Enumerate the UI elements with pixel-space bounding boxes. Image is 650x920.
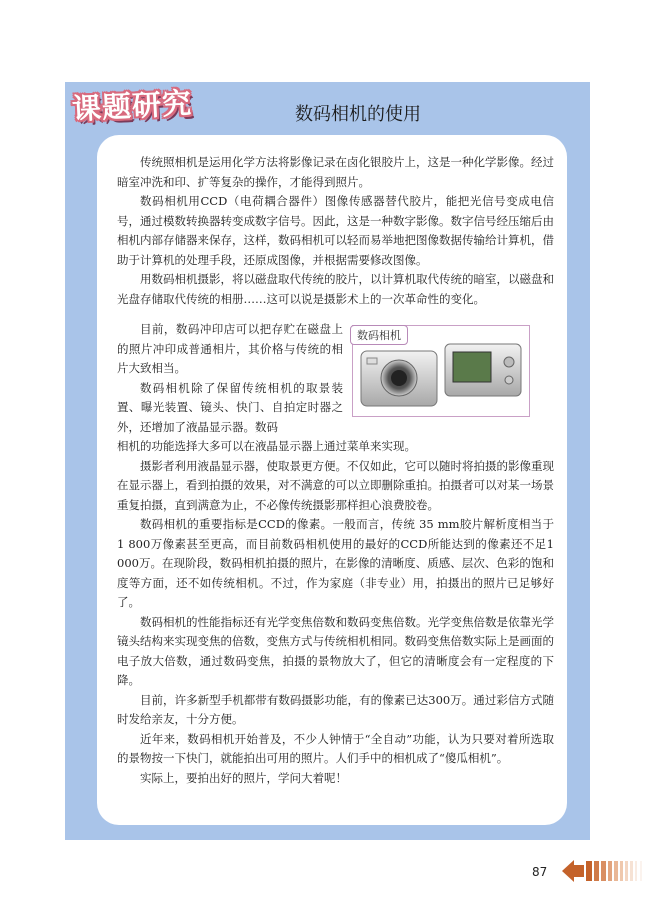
paragraph: 用数码相机摄影，将以磁盘取代传统的胶片，以计算机取代传统的暗室，以磁盘和光盘存储取代传统的相册……这可以说是摄影术上的一次革命性的变化。 xyxy=(117,272,554,306)
section-badge: 课题研究 xyxy=(71,85,193,127)
paragraph: 目前，数码冲印店可以把存贮在磁盘上的照片冲印成普通相片，其价格与传统的相片大致相当。 xyxy=(117,322,343,375)
paragraph: 传统照相机是运用化学方法将影像记录在卤化银胶片上，这是一种化学影像。经过暗室冲洗和印、扩等复杂的操作，才能得到照片。 xyxy=(117,155,554,189)
page-arrow-icon xyxy=(562,858,650,884)
paragraph: 数码相机用CCD（电荷耦合器件）图像传感器替代胶片，能把光信号变成电信号，通过模数转换器转变成数字信号。因此，这是一种数字影像。数字信号经压缩后由相机内部存储器来保存，这样，数码相机可以轻而易举地把图像数据传输给计算机，借助于计算机的处理手段，还原成图像，并根据需要修改图像。 xyxy=(117,194,554,267)
paragraph: 近年来，数码相机开始普及，不少人钟情于“全自动”功能，认为只要对着所选取的景物按一下快门，就能拍出可用的照片。人们手中的相机成了“傻瓜相机”。 xyxy=(117,731,554,765)
figure-label: 数码相机 xyxy=(350,325,408,345)
paragraph: 数码相机的性能指标还有光学变焦倍数和数码变焦倍数。光学变焦倍数是依靠光学镜头结构来实现变焦的倍数，变焦方式与传统相机相同。数码变焦倍数实际上是画面的电子放大倍数，通过数码变焦，拍摄的景物放大了，但它的清晰度会有一定程度的下降。 xyxy=(117,614,554,687)
paragraph: 摄影者利用液晶显示器，使取景更方便。不仅如此，它可以随时将拍摄的影像重现在显示器上，看到拍摄的效果，对不满意的可以立即删除重拍。拍摄者可以对某一场景重复拍摄，直到满意为止，不必像传统摄影那样担心浪费胶卷。 xyxy=(117,458,554,512)
paragraph-continued: 相机的功能选择大多可以在液晶显示器上通过菜单来实现。 xyxy=(117,439,416,453)
paragraph: 数码相机的重要指标是CCD的像素。一般而言，传统 35 mm胶片解析度相当于 1 800万像素甚至更高，而目前数码相机使用的最好的CCD所能达到的像素还不足1 000万。在现阶段，数码相机拍摄的照片，在影像的清晰度、质感、层次、色彩的饱和度等方面，还不如传统相机。不过，作为家庭（非专业）用，拍摄出的照片已足够好了。 xyxy=(117,517,554,609)
page-title: 数码相机的使用 xyxy=(295,104,421,125)
paragraph: 目前，许多新型手机都带有数码摄影功能，有的像素已达300万。通过彩信方式随时发给亲友，十分方便。 xyxy=(117,692,554,726)
wrapped-text xyxy=(117,320,343,437)
main-text xyxy=(117,437,554,788)
paragraph: 实际上，要拍出好的照片，学问大着呢！ xyxy=(140,770,347,785)
intro-text xyxy=(117,153,554,309)
paragraph: 数码相机除了保留传统相机的取景装置、曝光装置、镜头、快门、自拍定时器之外，还增加了液晶显示器。数码 xyxy=(117,380,343,434)
page-number: 87 xyxy=(532,865,548,879)
